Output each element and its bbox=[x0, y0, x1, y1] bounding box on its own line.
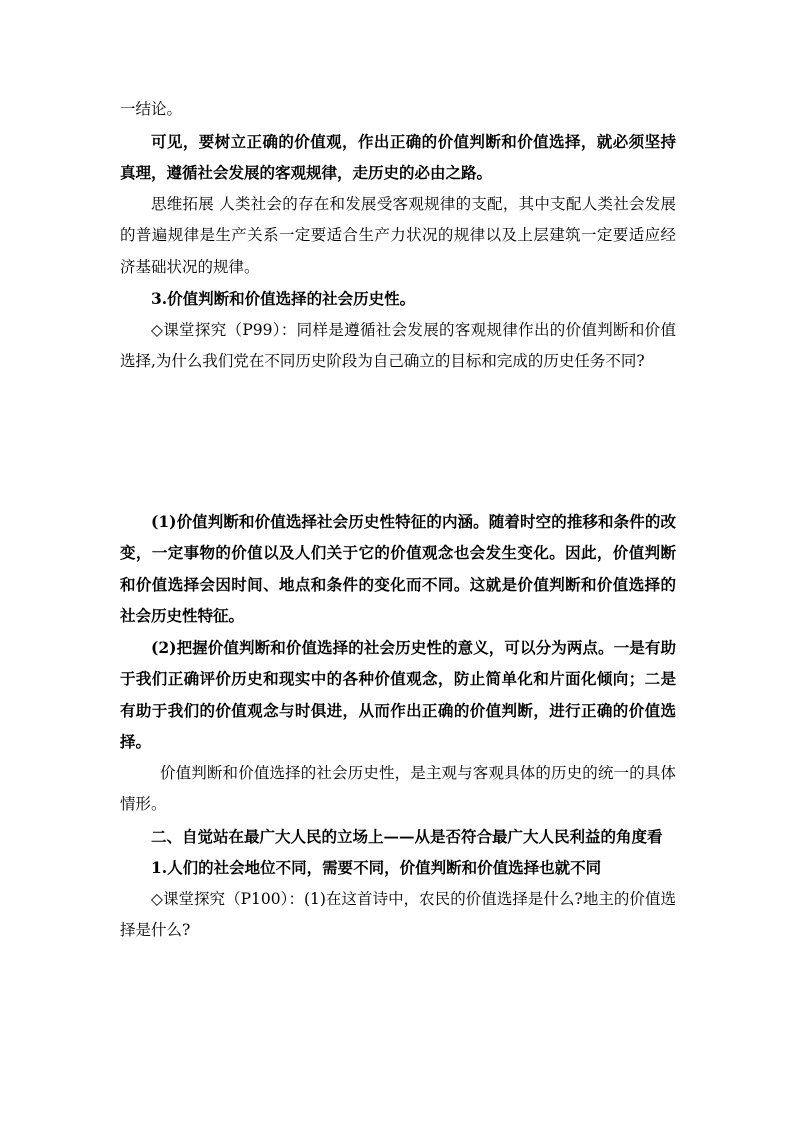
heading-social-historical: 3.价值判断和价值选择的社会历史性。 bbox=[151, 289, 416, 308]
paragraph-thinking-extension: 思维拓展 人类社会的存在和发展受客观规律的支配，其中支配人类社会发展的普遍规律是生产关系一定要适合生产力状况的规律以及上层建筑一定要适应经济基础状况的规律。 bbox=[120, 194, 676, 276]
heading-social-status: 1.人们的社会地位不同，需要不同，价值判断和价值选择也就不同 bbox=[151, 858, 602, 877]
heading-section-two: 二、自觉站在最广大人民的立场上——从是否符合最广大人民利益的角度看 bbox=[151, 826, 663, 846]
paragraph-connotation: (1)价值判断和价值选择社会历史性特征的内涵。随着时空的推移和条件的改变，一定事物的价值以及人们关于它的价值观念也会发生变化。因此，价值判断和价值选择会因时间、地点和条件的变化而不同。这就是价值判断和价值选择的社会历史性特征。 bbox=[120, 511, 676, 625]
paragraph-unity: 价值判断和价值选择的社会历史性，是主观与客观具体的历史的统一的具体情形。 bbox=[120, 763, 676, 813]
paragraph-significance: (2)把握价值判断和价值选择的社会历史性的意义，可以分为两点。一是有助于我们正确评价历史和现实中的各种价值观念，防止简单化和片面化倾向；二是有助于我们的价值观念与时俱进，从而作出正确的价值判断，进行正确的价值选择。 bbox=[120, 637, 676, 751]
paragraph-truth-summary: 可见，要树立正确的价值观，作出正确的价值判断和价值选择，就必须坚持真理，遵循社会发展的客观规律，走历史的必由之路。 bbox=[120, 131, 676, 182]
blank-answer-space bbox=[120, 378, 676, 506]
document-page bbox=[120, 94, 676, 947]
paragraph-class-inquiry-p99: ◇课堂探究（P99）：同样是遵循社会发展的客观规律作出的价值判断和价值选择,为什么我们党在不同历史阶段为自己确立的目标和完成的历史任务不同? bbox=[120, 320, 676, 370]
paragraph-conclusion-tail: 一结论。 bbox=[120, 100, 183, 118]
paragraph-class-inquiry-p100: ◇课堂探究（P100）：(1)在这首诗中，农民的价值选择是什么?地主的价值选择是什么? bbox=[120, 889, 676, 939]
